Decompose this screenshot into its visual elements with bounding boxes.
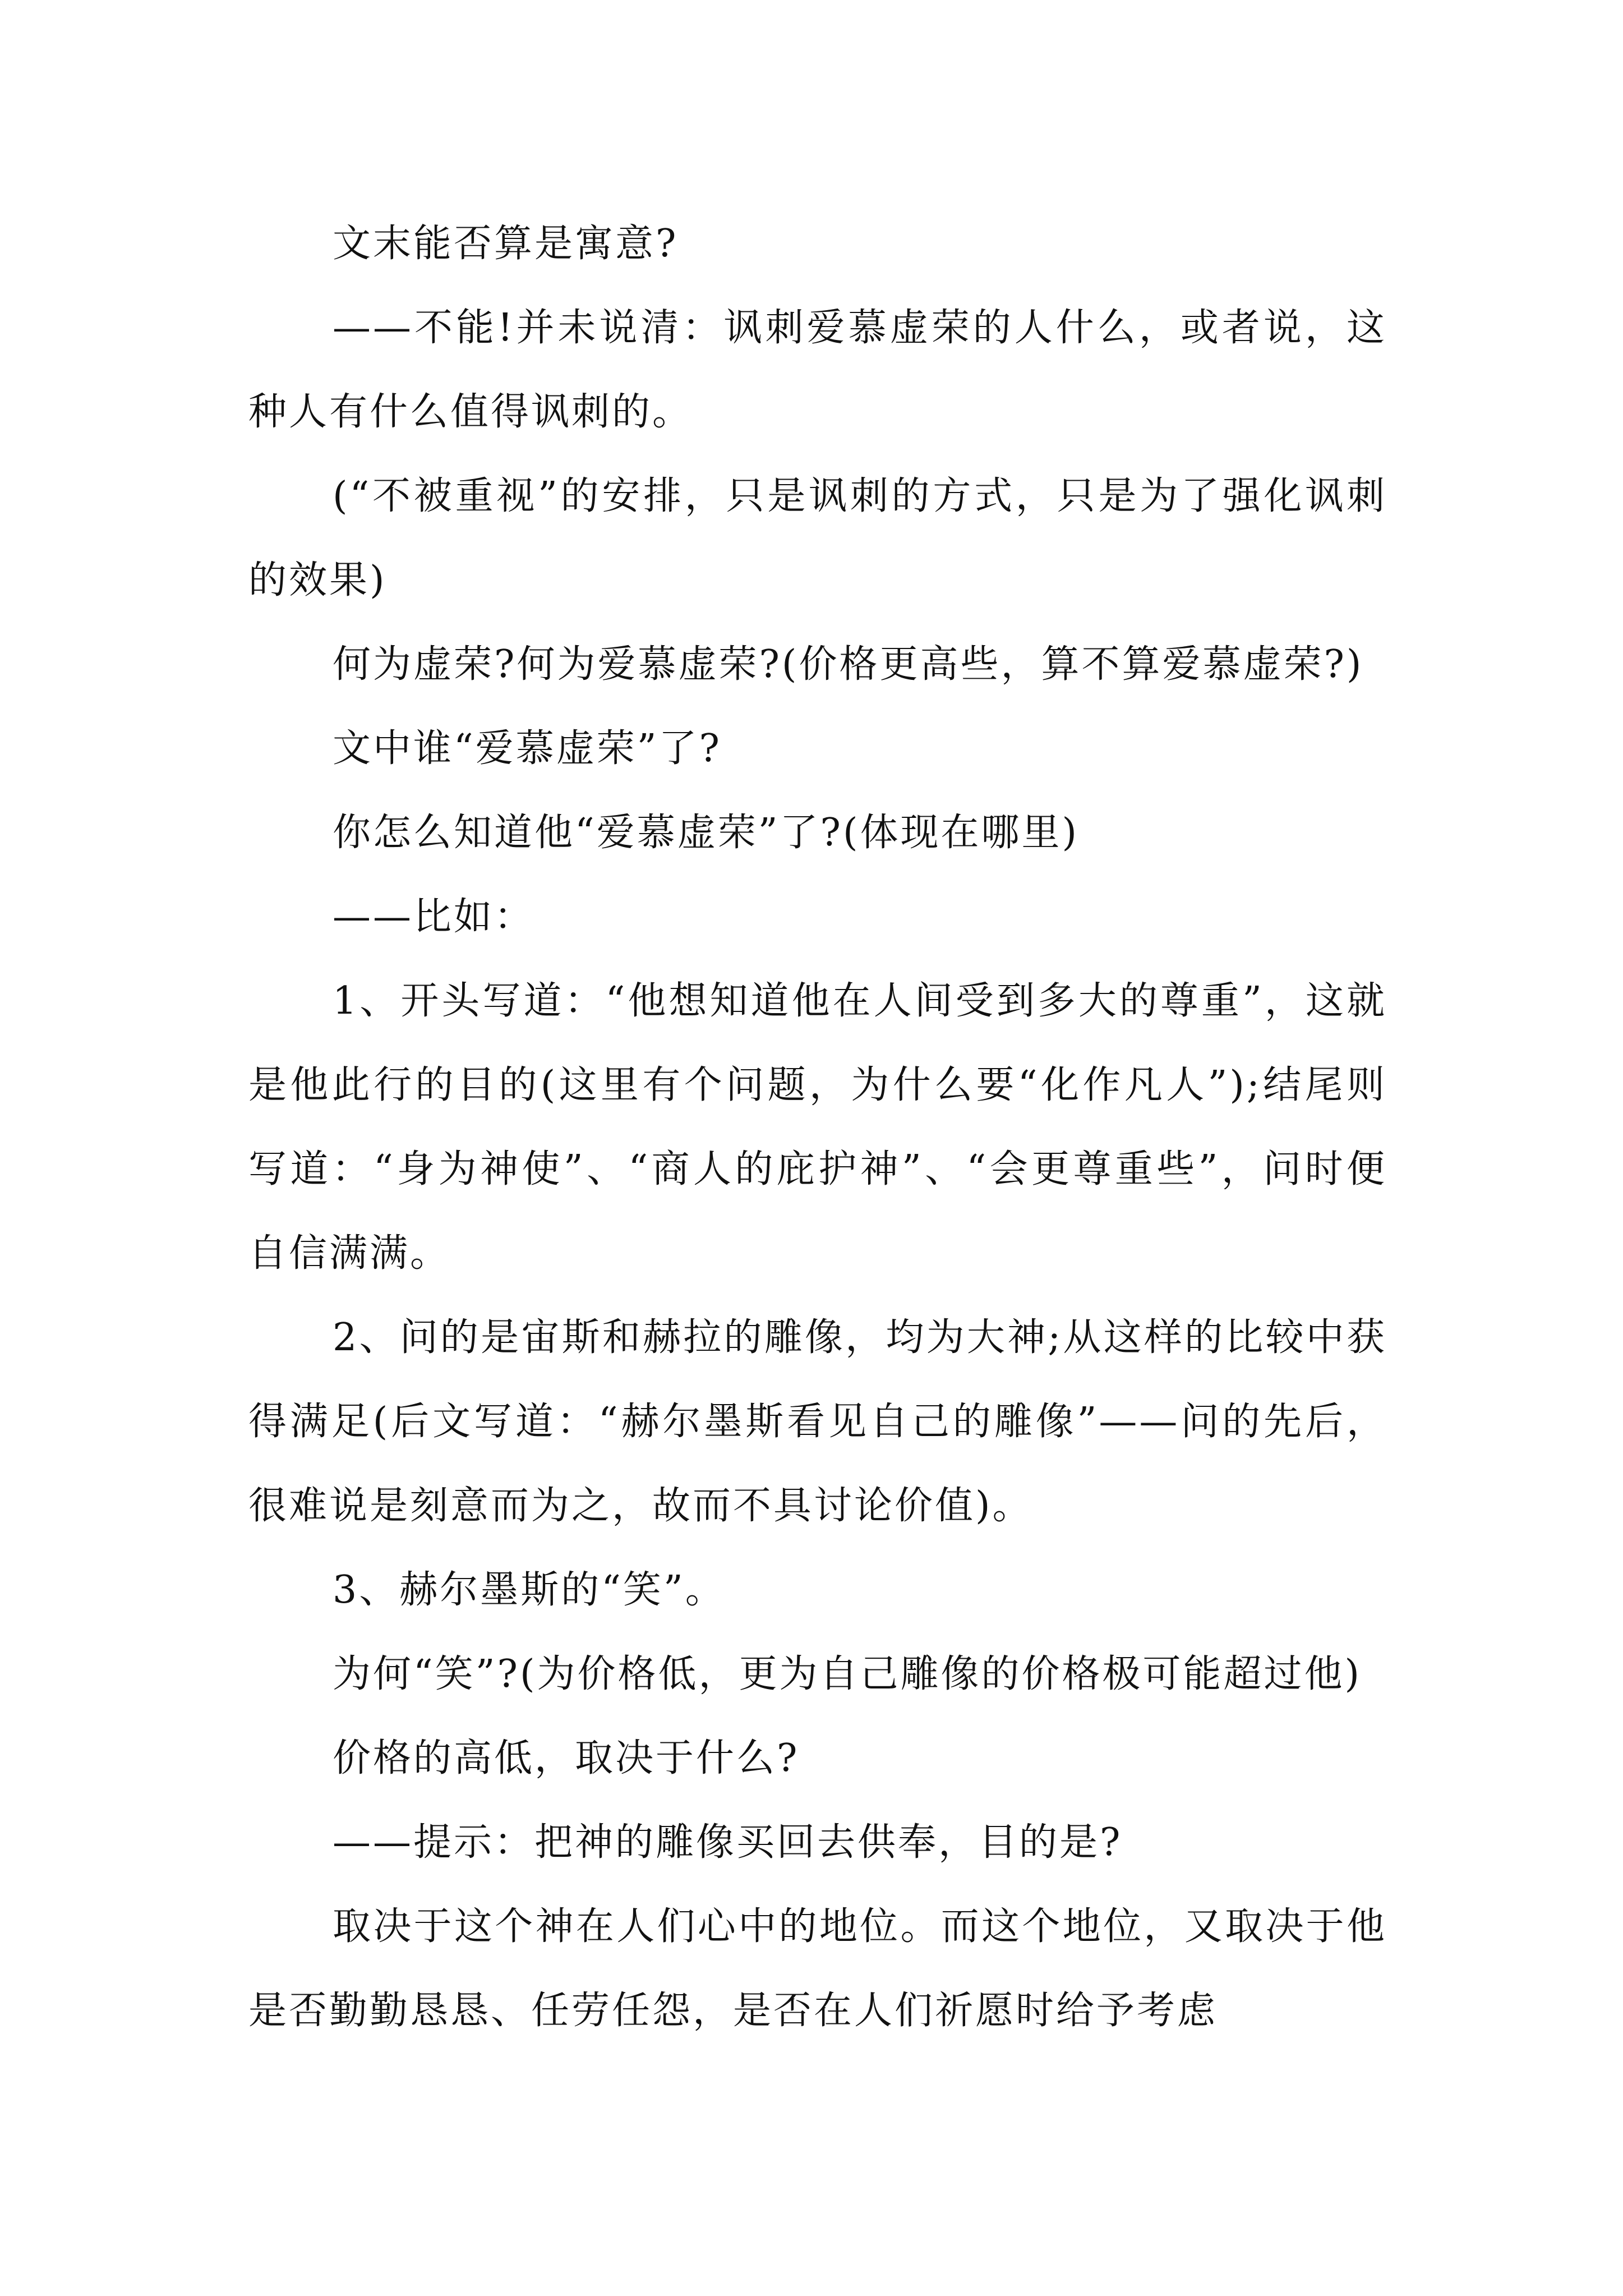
paragraph: ——比如： xyxy=(333,895,535,939)
paragraph: 价格的高低，取决于什么? xyxy=(333,1736,800,1780)
paragraph: ——提示：把神的雕像买回去供奉，目的是? xyxy=(333,1820,1123,1865)
paragraph: 取决于这个神在人们心中的地位。而这个地位，又取决于他是否勤勤恳恳、任劳任怨，是否在人们祈愿时给予考虑 xyxy=(248,1904,1387,2033)
paragraph: 2、问的是宙斯和赫拉的雕像，均为大神;从这样的比较中获得满足(后文写道：“赫尔墨斯看见自己的雕像”——问的先后，很难说是刻意而为之，故而不具讨论价值)。 xyxy=(248,1315,1387,1528)
paragraph: 你怎么知道他“爱慕虚荣”了?(体现在哪里) xyxy=(333,811,1080,855)
paragraph: ——不能!并未说清：讽刺爱慕虚荣的人什么，或者说，这种人有什么值得讽刺的。 xyxy=(248,306,1387,434)
paragraph: 何为虚荣?何为爱慕虚荣?(价格更高些，算不算爱慕虚荣?) xyxy=(333,642,1364,687)
paragraph: 为何“笑”?(为价格低，更为自己雕像的价格极可能超过他) xyxy=(333,1652,1362,1696)
paragraph: (“不被重视”的安排，只是讽刺的方式，只是为了强化讽刺的效果) xyxy=(248,474,1387,602)
paragraph: 3、赫尔墨斯的“笑”。 xyxy=(333,1568,726,1612)
paragraph: 文中谁“爱慕虚荣”了? xyxy=(333,726,722,771)
document-body xyxy=(248,202,1387,2053)
paragraph: 1、开头写道：“他想知道他在人间受到多大的尊重”，这就是他此行的目的(这里有个问题，为什么要“化作凡人”);结尾则写道：“身为神使”、“商人的庇护神”、“会更尊重些”，问时便自信满满。 xyxy=(248,979,1387,1276)
paragraph: 文末能否算是寓意? xyxy=(333,222,679,266)
